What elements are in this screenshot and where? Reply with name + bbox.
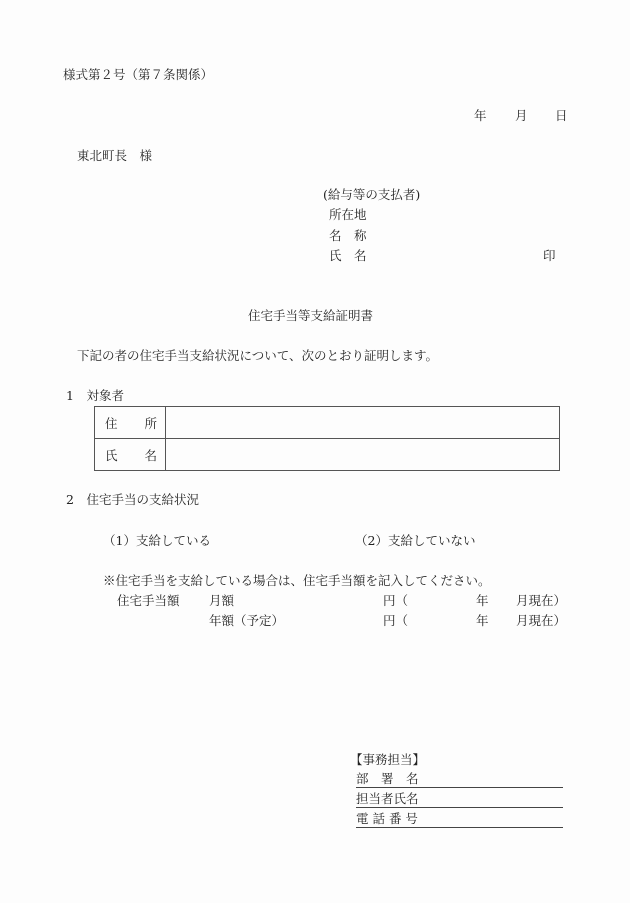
payer-name-label: 名 称 <box>329 228 367 243</box>
department-line[interactable] <box>356 771 563 788</box>
annual-year: 年 <box>476 613 489 628</box>
seal-mark: 印 <box>543 248 556 263</box>
phone-label: 電 話 番 号 <box>356 811 418 826</box>
section1-heading: 1 対象者 <box>66 388 124 403</box>
address-label-cell <box>95 407 166 439</box>
date-day: 日 <box>555 108 568 123</box>
addressee: 東北町長 様 <box>77 148 153 163</box>
table-row-address <box>95 407 560 439</box>
department-label: 部 署 名 <box>356 771 419 786</box>
monthly-label: 月額 <box>209 593 235 608</box>
name-label-a: 氏 <box>105 447 118 463</box>
amount-note: ※住宅手当を支給している場合は、住宅手当額を記入してください。 <box>103 573 491 588</box>
date-year: 年 <box>474 108 487 123</box>
annual-month-current: 月現在） <box>516 613 567 628</box>
form-number: 様式第２号（第７条関係） <box>63 67 214 82</box>
payer-heading: (給与等の支払者) <box>323 187 421 202</box>
option-not-paid[interactable]: （2）支給していない <box>355 533 476 548</box>
name-value-cell[interactable] <box>166 439 560 471</box>
date-month: 月 <box>515 108 528 123</box>
amount-label: 住宅手当額 <box>117 593 180 608</box>
table-row-name <box>95 439 560 471</box>
name-label-cell <box>95 439 166 471</box>
office-heading: 【事務担当】 <box>350 752 426 767</box>
monthly-yen: 円（ <box>383 593 409 608</box>
intro-text: 下記の者の住宅手当支給状況について、次のとおり証明します。 <box>77 348 439 363</box>
annual-yen: 円（ <box>383 613 409 628</box>
document-title: 住宅手当等支給証明書 <box>248 308 374 323</box>
address-label-b: 所 <box>144 415 157 431</box>
person-line[interactable] <box>356 791 563 808</box>
person-label: 担当者氏名 <box>356 791 419 806</box>
phone-line[interactable] <box>356 811 563 828</box>
monthly-month-current: 月現在） <box>516 593 567 608</box>
name-label-b: 名 <box>144 447 157 463</box>
subject-table <box>94 406 560 471</box>
option-paid[interactable]: （1）支給している <box>103 533 211 548</box>
annual-label: 年額（予定） <box>209 613 285 628</box>
address-value-cell[interactable] <box>166 407 560 439</box>
payer-address-label: 所在地 <box>329 207 367 222</box>
payer-person-label: 氏 名 <box>329 248 367 263</box>
section2-heading: 2 住宅手当の支給状況 <box>66 492 199 507</box>
monthly-year: 年 <box>476 593 489 608</box>
address-label-a: 住 <box>105 415 118 431</box>
